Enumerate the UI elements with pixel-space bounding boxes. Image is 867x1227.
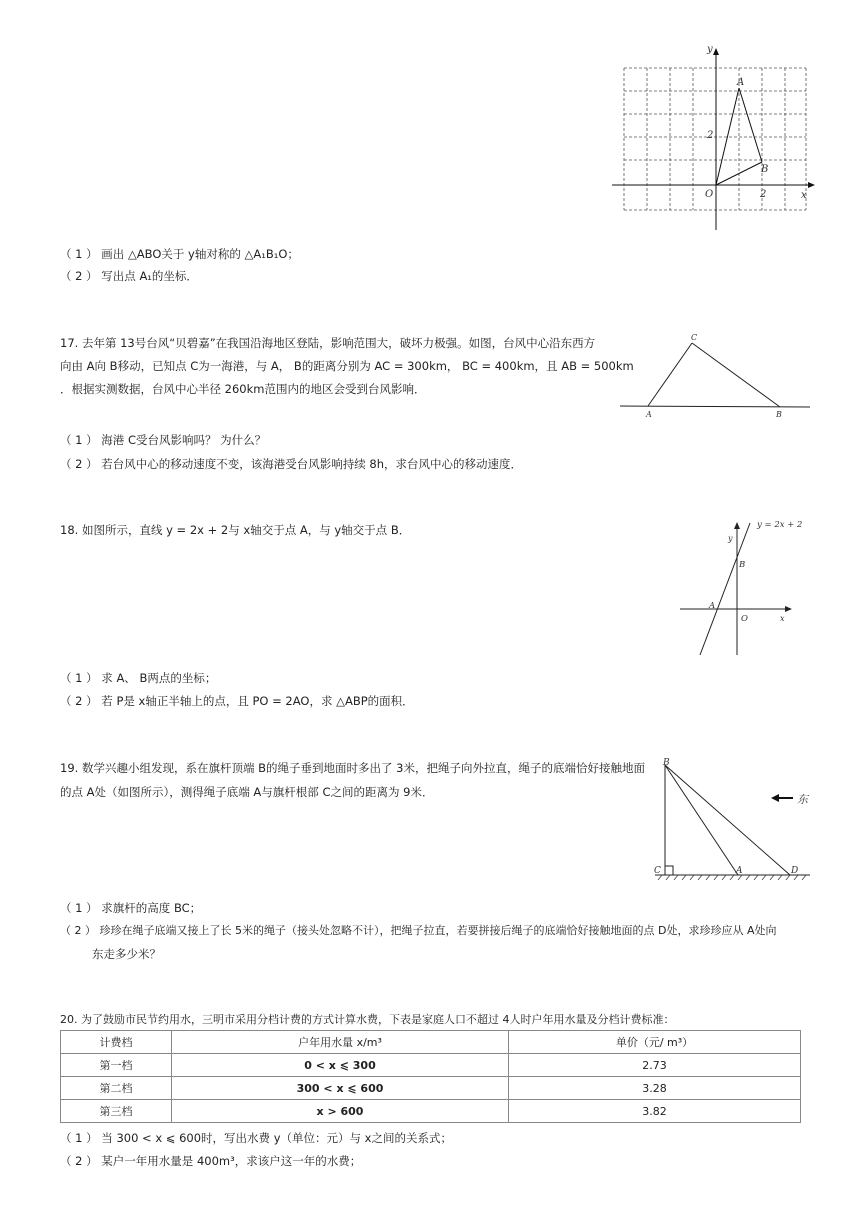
q19-b-label: B [663, 758, 670, 768]
q16-sub2: （ 2 ） 写出点 A₁的坐标． [60, 269, 198, 283]
q18-line-graph [675, 515, 865, 660]
table-header-cell: 计费档 [61, 1031, 172, 1054]
q17-label-c: C [691, 333, 698, 342]
table-cell: 第一档 [61, 1054, 172, 1077]
q19-a-label: A [736, 866, 743, 876]
q16-sub1: （ 1 ） 画出 △ABO关于 y轴对称的 △A₁B₁O； [60, 247, 299, 261]
q18-a-label: A [709, 601, 716, 611]
q19-c-label: C [654, 866, 661, 876]
table-cell: 第二档 [61, 1077, 172, 1100]
q18-y-label: y [728, 534, 733, 543]
table-header-row [61, 1031, 801, 1054]
tick-2-y: 2 [707, 130, 714, 141]
q19-d-label: D [791, 866, 799, 876]
q20-line1: 20. 为了鼓励市民节约用水，三明市采用分档计费的方式计算水费，下表是家庭人口不超过 4人时户年用水量及分档计费标准： [60, 1013, 675, 1026]
q18-b-label: B [739, 560, 746, 570]
table-cell: 3.82 [509, 1100, 801, 1123]
q17-triangle-figure [620, 330, 815, 425]
q18-sub1: （ 1 ） 求 A、 B两点的坐标； [60, 671, 217, 685]
origin-label: O [705, 189, 714, 200]
q18-eq-label: y = 2x + 2 [757, 520, 803, 530]
q17-sub2: （ 2 ） 若台风中心的移动速度不变，该海港受台风影响持续 8h，求台风中心的移动速度． [60, 457, 523, 471]
q20-sub1: （ 1 ） 当 300 < x ⩽ 600时，写出水费 y（单位：元）与 x之间的关系式； [60, 1131, 452, 1145]
point-b-label: B [761, 164, 769, 175]
table-cell: 第三档 [61, 1100, 172, 1123]
table-header-cell: 户年用水量 x/m³ [172, 1031, 509, 1054]
q18-line [700, 523, 750, 655]
table-header-cell: 单价（元/ m³） [509, 1031, 801, 1054]
q20-sub2: （ 2 ） 某户一年用水量是 400m³，求该户这一年的水费； [60, 1154, 362, 1168]
table-row [61, 1100, 801, 1123]
tick-2-x: 2 [760, 189, 767, 200]
q18-line1: 18. 如图所示，直线 y = 2x + 2与 x轴交于点 A，与 y轴交于点 B． [60, 523, 411, 537]
q18-o-label: O [741, 614, 748, 624]
y-label: y [707, 44, 713, 55]
q17-sub1: （ 1 ） 海港 C受台风影响吗？ 为什么？ [60, 433, 267, 447]
q17-label-b: B [776, 410, 782, 419]
q18-sub2: （ 2 ） 若 P是 x轴正半轴上的点，且 PO = 2AO，求 △ABP的面积． [60, 694, 414, 708]
q17-line1: 17. 去年第 13号台风“贝碧嘉”在我国沿海地区登陆，影响范围大，破坏力极强。如图，台风中心沿东西方 [60, 336, 596, 350]
q16-grid-figure [610, 40, 815, 235]
table-cell: 3.28 [509, 1077, 801, 1100]
q19-sub2b: 东走多少米？ [92, 947, 161, 961]
q19-line2: 的点 A处（如图所示），测得绳子底端 A与旗杆根部 C之间的距离为 9米． [60, 785, 434, 799]
point-a-label: A [737, 77, 745, 88]
table-row [61, 1077, 801, 1100]
x-label: x [801, 190, 807, 201]
q17-line3: ．根据实测数据，台风中心半径 260km范围内的地区会受到台风影响． [60, 382, 426, 396]
table-cell: x > 600 [172, 1100, 509, 1123]
q17-label-a: A [646, 410, 652, 419]
table-cell: 2.73 [509, 1054, 801, 1077]
q19-sub1: （ 1 ） 求旗杆的高度 BC； [60, 901, 202, 915]
q19-sub2a: （ 2 ） 珍珍在绳子底端又接上了长 5米的绳子（接头处忽略不计），把绳子拉直，若要拼接后绳子的底端恰好接触地面的点 D处，求珍珍应从 A处向 [60, 924, 777, 937]
table-cell: 300 < x ⩽ 600 [172, 1077, 509, 1100]
q19-east-label: 东 [797, 793, 808, 806]
q18-x-label: x [780, 614, 785, 623]
q19-flagpole-figure [650, 755, 855, 885]
table-cell: 0 < x ⩽ 300 [172, 1054, 509, 1077]
q19-line1: 19. 数学兴趣小组发现，系在旗杆顶端 B的绳子垂到地面时多出了 3米，把绳子向外拉直，绳子的底端恰好接触地面 [60, 761, 645, 775]
table-row [61, 1054, 801, 1077]
east-arrow-icon [771, 794, 793, 802]
fee-table [60, 1030, 801, 1123]
q17-line2: 向由 A向 B移动，已知点 C为一海港，与 A， B的距离分别为 AC = 300km， BC = 400km，且 AB = 500km [60, 359, 634, 373]
